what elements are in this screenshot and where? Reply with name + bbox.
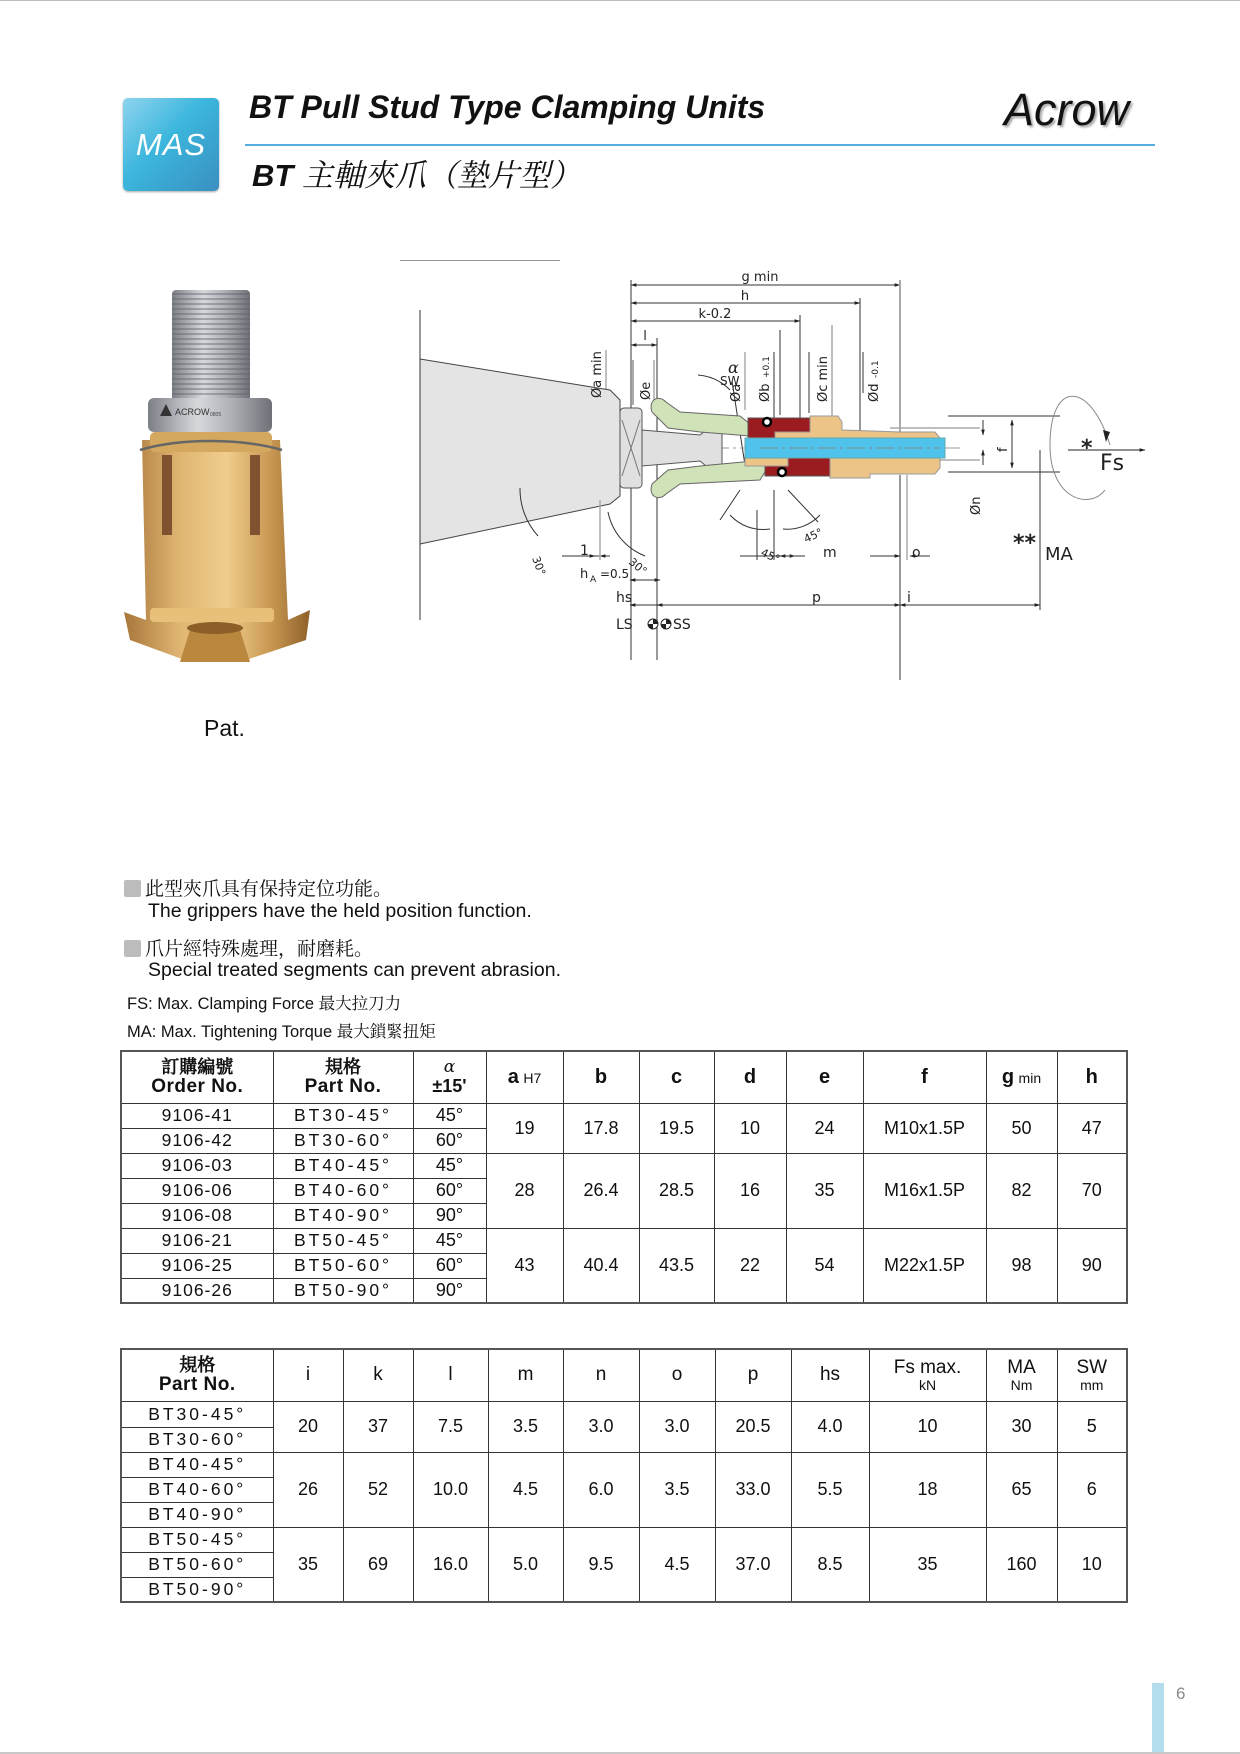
note-ma: MA: Max. Tightening Torque 最大鎖緊扭矩 bbox=[127, 1023, 436, 1041]
table-row bbox=[121, 1401, 1127, 1427]
svg-text:30°: 30° bbox=[529, 554, 549, 578]
svg-text:m: m bbox=[823, 545, 837, 561]
col-m: m bbox=[488, 1349, 563, 1401]
bullet-square-icon bbox=[124, 880, 141, 897]
order-no-cell: 9106-41 bbox=[121, 1103, 273, 1128]
svg-text:Ød: Ød bbox=[867, 383, 882, 402]
svg-text:α: α bbox=[728, 358, 739, 377]
col-l: l bbox=[413, 1349, 488, 1401]
table-header-row bbox=[121, 1051, 1127, 1103]
bullet-square-icon bbox=[124, 940, 141, 957]
brand-logo: Acrow bbox=[1004, 84, 1130, 135]
col-k: k bbox=[343, 1349, 413, 1401]
g-cell: 50 bbox=[986, 1103, 1057, 1153]
part-no-cell: BT50-60° bbox=[121, 1552, 273, 1577]
svg-text:ACROW: ACROW bbox=[175, 407, 210, 417]
c-cell: 43.5 bbox=[639, 1228, 714, 1303]
p-cell: 33.0 bbox=[715, 1452, 791, 1527]
f-cell: M22x1.5P bbox=[863, 1228, 986, 1303]
svg-text:Øb: Øb bbox=[758, 383, 773, 402]
page-title-zh bbox=[252, 150, 581, 195]
spec-table-2 bbox=[120, 1348, 1128, 1603]
title-zh-text: 主軸夾爪（墊片型） bbox=[301, 158, 581, 193]
o-cell: 3.5 bbox=[639, 1452, 715, 1527]
svg-text:SW: SW bbox=[720, 374, 740, 388]
n-cell: 9.5 bbox=[563, 1527, 639, 1602]
col-e: e bbox=[786, 1051, 863, 1103]
svg-text:l: l bbox=[643, 329, 647, 344]
svg-text:i: i bbox=[907, 590, 911, 606]
svg-text:Fs: Fs bbox=[1100, 451, 1125, 476]
feature-2-en: Special treated segments can prevent abrasion. bbox=[148, 959, 561, 981]
col-part-no: 規格 Part No. bbox=[121, 1349, 273, 1401]
alpha-cell: 45° bbox=[413, 1228, 486, 1253]
page-number-bar bbox=[1152, 1683, 1164, 1754]
m-cell: 3.5 bbox=[488, 1401, 563, 1452]
e-cell: 54 bbox=[786, 1228, 863, 1303]
a-cell: 28 bbox=[486, 1153, 563, 1228]
k-cell: 52 bbox=[343, 1452, 413, 1527]
l-cell: 10.0 bbox=[413, 1452, 488, 1527]
part-no-cell: BT50-60° bbox=[273, 1253, 413, 1278]
p-cell: 37.0 bbox=[715, 1527, 791, 1602]
col-c: c bbox=[639, 1051, 714, 1103]
k-cell: 37 bbox=[343, 1401, 413, 1452]
g-cell: 82 bbox=[986, 1153, 1057, 1228]
m-cell: 4.5 bbox=[488, 1452, 563, 1527]
page-top-border bbox=[0, 0, 1240, 1]
table-row bbox=[121, 1527, 1127, 1552]
col-o: o bbox=[639, 1349, 715, 1401]
m-cell: 5.0 bbox=[488, 1527, 563, 1602]
order-no-cell: 9106-25 bbox=[121, 1253, 273, 1278]
svg-text:LS: LS bbox=[616, 617, 633, 633]
order-no-cell: 9106-26 bbox=[121, 1278, 273, 1303]
col-hs: hs bbox=[791, 1349, 869, 1401]
n-cell: 3.0 bbox=[563, 1401, 639, 1452]
svg-text:45°: 45° bbox=[801, 525, 825, 546]
table-row bbox=[121, 1228, 1127, 1253]
b-cell: 17.8 bbox=[563, 1103, 639, 1153]
order-no-cell: 9106-21 bbox=[121, 1228, 273, 1253]
page-title-en: BT Pull Stud Type Clamping Units bbox=[249, 89, 766, 125]
part-no-cell: BT50-90° bbox=[121, 1577, 273, 1602]
sw-cell: 10 bbox=[1057, 1527, 1127, 1602]
photo-caption: Pat. bbox=[204, 715, 245, 741]
svg-text:h: h bbox=[740, 289, 750, 304]
f-cell: M10x1.5P bbox=[863, 1103, 986, 1153]
title-divider bbox=[245, 144, 1155, 146]
svg-text:0805: 0805 bbox=[210, 412, 222, 418]
b-cell: 26.4 bbox=[563, 1153, 639, 1228]
k-cell: 69 bbox=[343, 1527, 413, 1602]
svg-text:p: p bbox=[812, 590, 821, 606]
svg-text:SS: SS bbox=[673, 617, 691, 633]
svg-text:MA: MA bbox=[1045, 544, 1073, 565]
svg-text:Øc min: Øc min bbox=[816, 355, 831, 402]
h-cell: 90 bbox=[1057, 1228, 1127, 1303]
d-cell: 16 bbox=[714, 1153, 786, 1228]
part-no-cell: BT30-45° bbox=[121, 1401, 273, 1427]
mas-badge bbox=[123, 98, 219, 191]
f-cell: M16x1.5P bbox=[863, 1153, 986, 1228]
hs-cell: 4.0 bbox=[791, 1401, 869, 1452]
i-cell: 35 bbox=[273, 1527, 343, 1602]
h-cell: 70 bbox=[1057, 1153, 1127, 1228]
svg-text:Øe: Øe bbox=[639, 381, 654, 400]
hs-cell: 8.5 bbox=[791, 1527, 869, 1602]
svg-text:o: o bbox=[912, 545, 921, 561]
d-cell: 22 bbox=[714, 1228, 786, 1303]
l-cell: 7.5 bbox=[413, 1401, 488, 1452]
c-cell: 28.5 bbox=[639, 1153, 714, 1228]
alpha-cell: 45° bbox=[413, 1153, 486, 1178]
b-cell: 40.4 bbox=[563, 1228, 639, 1303]
svg-text:-0.1: -0.1 bbox=[871, 360, 881, 378]
table-row bbox=[121, 1153, 1127, 1178]
col-order-no: 訂購編號 Order No. bbox=[121, 1051, 273, 1103]
svg-text:45°: 45° bbox=[758, 545, 782, 566]
table-header-row bbox=[121, 1349, 1127, 1401]
e-cell: 35 bbox=[786, 1153, 863, 1228]
order-no-cell: 9106-06 bbox=[121, 1178, 273, 1203]
d-cell: 10 bbox=[714, 1103, 786, 1153]
note-fs: FS: Max. Clamping Force 最大拉刀力 bbox=[127, 995, 402, 1013]
feature-1-zh: 此型夾爪具有保持定位功能。 bbox=[124, 874, 392, 901]
svg-text:*: * bbox=[1081, 436, 1093, 461]
c-cell: 19.5 bbox=[639, 1103, 714, 1153]
h-cell: 47 bbox=[1057, 1103, 1127, 1153]
fs-cell: 18 bbox=[869, 1452, 986, 1527]
table-row bbox=[121, 1452, 1127, 1477]
part-no-cell: BT40-60° bbox=[121, 1477, 273, 1502]
col-alpha: α ±15' bbox=[413, 1051, 486, 1103]
svg-text:h: h bbox=[580, 567, 589, 582]
svg-text:+0.1: +0.1 bbox=[762, 356, 772, 378]
part-no-cell: BT40-45° bbox=[273, 1153, 413, 1178]
a-cell: 19 bbox=[486, 1103, 563, 1153]
part-no-cell: BT30-60° bbox=[273, 1128, 413, 1153]
part-no-cell: BT40-90° bbox=[273, 1203, 413, 1228]
spec-table-1 bbox=[120, 1050, 1128, 1304]
col-b: b bbox=[563, 1051, 639, 1103]
alpha-cell: 90° bbox=[413, 1278, 486, 1303]
order-no-cell: 9106-08 bbox=[121, 1203, 273, 1228]
technical-drawing bbox=[400, 260, 1160, 710]
sw-cell: 5 bbox=[1057, 1401, 1127, 1452]
col-h: h bbox=[1057, 1051, 1127, 1103]
col-n: n bbox=[563, 1349, 639, 1401]
svg-text:**: ** bbox=[1013, 531, 1037, 556]
svg-text:k-0.2: k-0.2 bbox=[698, 307, 732, 322]
o-cell: 3.0 bbox=[639, 1401, 715, 1452]
svg-text:1: 1 bbox=[580, 543, 589, 559]
page-number: 6 bbox=[1176, 1684, 1186, 1703]
svg-text:Øn: Øn bbox=[969, 496, 984, 515]
part-no-cell: BT40-60° bbox=[273, 1178, 413, 1203]
i-cell: 26 bbox=[273, 1452, 343, 1527]
hs-cell: 5.5 bbox=[791, 1452, 869, 1527]
order-no-cell: 9106-03 bbox=[121, 1153, 273, 1178]
col-p: p bbox=[715, 1349, 791, 1401]
col-fs-max: Fs max. kN bbox=[869, 1349, 986, 1401]
part-no-cell: BT40-90° bbox=[121, 1502, 273, 1527]
o-cell: 4.5 bbox=[639, 1527, 715, 1602]
l-cell: 16.0 bbox=[413, 1527, 488, 1602]
ma-cell: 65 bbox=[986, 1452, 1057, 1527]
product-photo bbox=[120, 290, 330, 700]
fs-cell: 10 bbox=[869, 1401, 986, 1452]
col-part-no: 規格 Part No. bbox=[273, 1051, 413, 1103]
n-cell: 6.0 bbox=[563, 1452, 639, 1527]
a-cell: 43 bbox=[486, 1228, 563, 1303]
part-no-cell: BT30-60° bbox=[121, 1427, 273, 1452]
alpha-cell: 60° bbox=[413, 1128, 486, 1153]
col-sw: SW mm bbox=[1057, 1349, 1127, 1401]
sw-cell: 6 bbox=[1057, 1452, 1127, 1527]
i-cell: 20 bbox=[273, 1401, 343, 1452]
col-ma: MA Nm bbox=[986, 1349, 1057, 1401]
svg-text:Øa min: Øa min bbox=[590, 351, 605, 398]
title-zh-prefix: BT bbox=[252, 158, 294, 193]
g-cell: 98 bbox=[986, 1228, 1057, 1303]
part-no-cell: BT50-45° bbox=[121, 1527, 273, 1552]
e-cell: 24 bbox=[786, 1103, 863, 1153]
svg-text:g min: g min bbox=[741, 270, 779, 285]
part-no-cell: BT50-45° bbox=[273, 1228, 413, 1253]
col-a: a H7 bbox=[486, 1051, 563, 1103]
ma-cell: 160 bbox=[986, 1527, 1057, 1602]
col-d: d bbox=[714, 1051, 786, 1103]
alpha-cell: 45° bbox=[413, 1103, 486, 1128]
part-no-cell: BT40-45° bbox=[121, 1452, 273, 1477]
col-i: i bbox=[273, 1349, 343, 1401]
part-no-cell: BT50-90° bbox=[273, 1278, 413, 1303]
svg-text:30°: 30° bbox=[626, 555, 650, 578]
ma-cell: 30 bbox=[986, 1401, 1057, 1452]
order-no-cell: 9106-42 bbox=[121, 1128, 273, 1153]
feature-1-en: The grippers have the held position function. bbox=[148, 900, 532, 922]
svg-text:=0.5: =0.5 bbox=[600, 567, 630, 581]
svg-text:f: f bbox=[996, 447, 1011, 452]
mas-badge-label: MAS bbox=[135, 126, 207, 162]
alpha-cell: 90° bbox=[413, 1203, 486, 1228]
svg-text:A: A bbox=[590, 575, 597, 585]
col-f: f bbox=[863, 1051, 986, 1103]
svg-text:hs: hs bbox=[616, 590, 633, 606]
col-g: g min bbox=[986, 1051, 1057, 1103]
alpha-cell: 60° bbox=[413, 1253, 486, 1278]
svg-text:Øa: Øa bbox=[729, 383, 744, 402]
table-row bbox=[121, 1103, 1127, 1128]
p-cell: 20.5 bbox=[715, 1401, 791, 1452]
alpha-cell: 60° bbox=[413, 1178, 486, 1203]
part-no-cell: BT30-45° bbox=[273, 1103, 413, 1128]
fs-cell: 35 bbox=[869, 1527, 986, 1602]
feature-2-zh: 爪片經特殊處理，耐磨耗。 bbox=[124, 934, 373, 961]
